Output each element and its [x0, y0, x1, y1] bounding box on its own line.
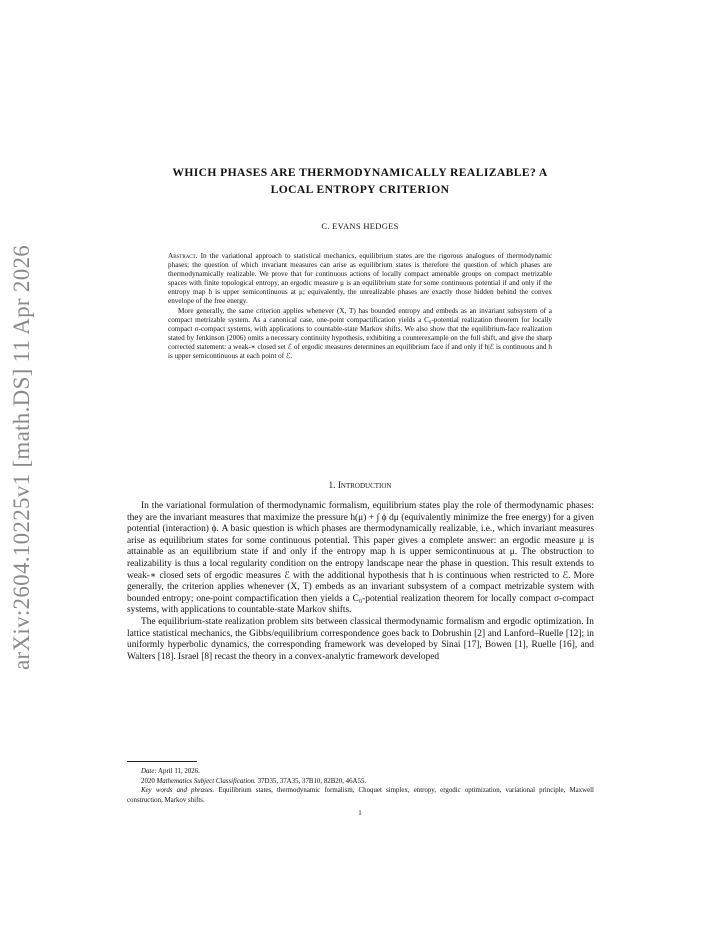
section-heading [130, 481, 590, 491]
footnote-msc [127, 777, 594, 787]
section-number: 1. [328, 481, 336, 491]
abstract-text-1: In the variational approach to statistical mechanics, equilibrium states are the rigorous analogues of thermodynamic phases; the question of which invariant measures can arise as equilibrium states is therefore the question of which phases are thermodynamically realizable. We prove that for continuous actions of locally compact amenable groups on compact metrizable spaces with finite topological entropy, an ergodic measure μ is an equilibrium state for some continuous potential if and only if the entropy map h is upper semicontinuous at μ; equivalently, the unrealizable phases are exactly those hidden behind the convex envelope of the free energy. [168, 252, 553, 306]
abstract-label: Abstract. [168, 252, 198, 260]
footnote-keywords [127, 786, 594, 805]
footnotes [127, 767, 594, 805]
footnote-date [127, 767, 594, 777]
abstract [168, 252, 552, 361]
abstract-paragraph-1 [168, 252, 552, 307]
section-title: Introduction [337, 481, 392, 491]
msc-value: 37D35, 37A35, 37B10, 82B20, 46A55. [257, 777, 367, 785]
keywords-value: Equilibrium states, thermodynamic formalism, Choquet simplex, entropy, ergodic optimization, variational principle, Maxwell construction, Markov shifts. [127, 787, 594, 804]
paper-title [130, 164, 590, 198]
footnote-rule [127, 761, 197, 762]
date-value: April 11, 2026. [158, 768, 200, 775]
title-line-2: LOCAL ENTROPY CRITERION [270, 183, 450, 196]
arxiv-identifier-stamp: arXiv:2604.10225v1 [math.DS] 11 Apr 2026 [9, 244, 34, 670]
title-line-1: WHICH PHASES ARE THERMODYNAMICALLY REALIZABLE? A [172, 166, 548, 179]
page-number: 1 [358, 810, 362, 817]
intro-paragraph-2: The equilibrium-state realization problem sits between classical thermodynamic formalism and ergodic optimization. In lattice statistical mechanics, the Gibbs/equilibrium correspondence goes back to Dobrushin [2] and Lanford–Ruelle [12]; in uniformly hyperbolic dynamics, the corresponding framework was developed by Sinai [17], Bowen [1], Ruelle [16], and Walters [18]. Israel [8] recast the theory in a convex-analytic framework developed [127, 616, 594, 662]
keywords-label: Key words and phrases. [141, 787, 215, 794]
author-name: C. EVANS HEDGES [321, 221, 399, 231]
date-label: Date: [141, 768, 157, 775]
msc-label: Mathematics Subject Classification. [156, 777, 256, 785]
intro-paragraph-1: In the variational formulation of thermodynamic formalism, equilibrium states play the role of thermodynamic phases: they are the invariant measures that maximize the pressure h(μ) + ∫ ϕ dμ (equivalently minimize the free energy) for a given potential (interaction) ϕ. A basic question is which phases are thermodynamically realizable, i.e., which invariant measures arise as equilibrium states for some continuous potential. This paper gives a complete answer: an ergodic measure μ is attainable as an equilibrium state if and only if the entropy map h is upper semicontinuous at μ. The obstruction to realizability is thus a local regularity condition on the entropy landscape near the phase in question. This result extends to weak-∗ closed sets of ergodic measures ℰ with the additional hypothesis that h is continuous when restricted to ℰ. More generally, the criterion applies whenever (X, T) embeds as an invariant subsystem of a compact metrizable system with bounded entropy; one-point compactification then yields a C₀-potential realization theorem for locally compact σ-compact systems, with applications to countable-state Markov shifts. [127, 501, 594, 616]
msc-year: 2020 [141, 777, 155, 785]
introduction-body [127, 501, 594, 663]
abstract-paragraph-2: More generally, the same criterion applies whenever (X, T) has bounded entropy and embeds as an invariant subsystem of a compact metrizable system. As a canonical case, one-point compactification yields a C₀-potential realization theorem for locally compact σ-compact systems, with applications to countable-state Markov shifts. We also show that the equilibrium-face realization stated by Jenkinson (2006) omits a necessary continuity hypothesis, exhibiting a counterexample on the full shift, and give the sharp corrected statement: a weak-∗ closed set ℰ of ergodic measures determines an equilibrium face if and only if h|ℰ is continuous and h is upper semicontinuous at each point of ℰ. [168, 306, 552, 361]
